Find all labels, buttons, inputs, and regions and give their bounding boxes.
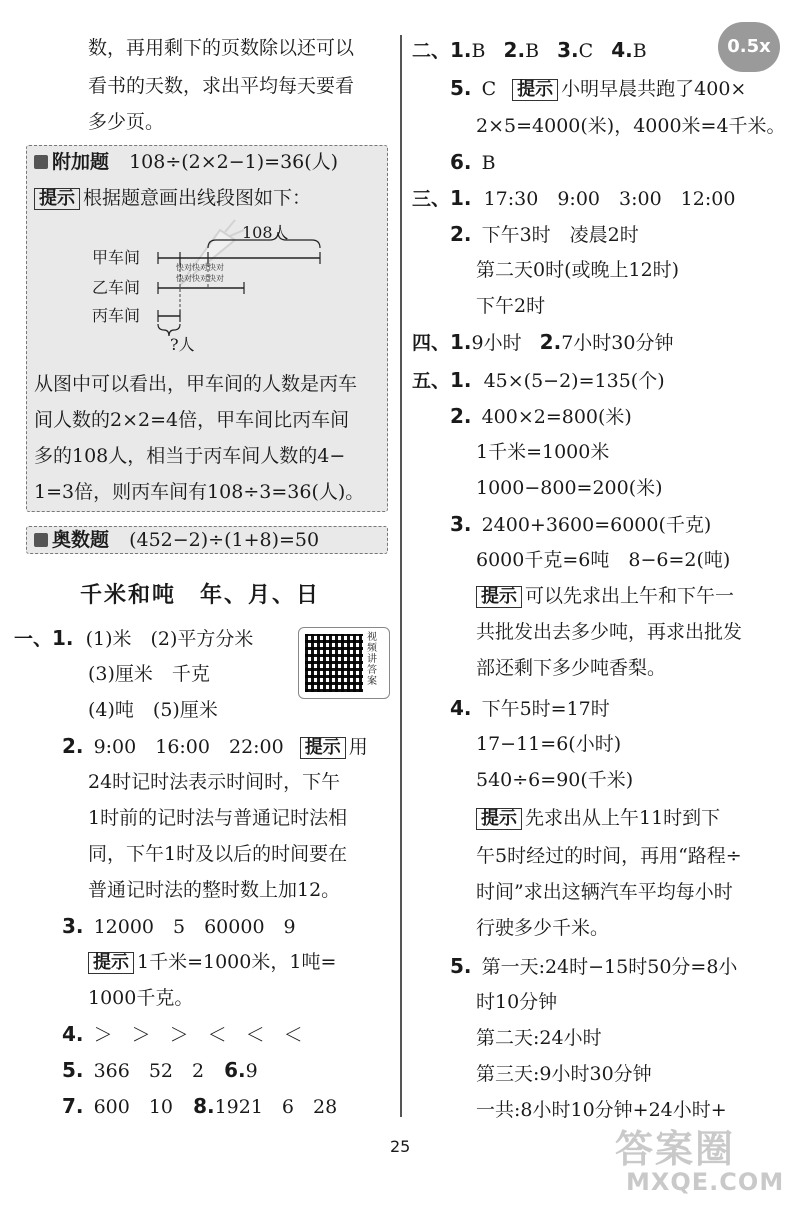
- olympiad-line: [34, 528, 319, 552]
- q-number: 2.: [62, 734, 84, 758]
- q-one-6-text: 9: [245, 1060, 258, 1082]
- page-number: 25: [390, 1137, 411, 1156]
- answer: B: [481, 152, 496, 174]
- section-five-q4-hint-line: [476, 806, 720, 830]
- qr-code-icon: [305, 634, 363, 692]
- q-number: 5.: [62, 1058, 84, 1082]
- section-five-q4-hint-line-2: 午5时经过的时间，再用“路程÷: [476, 845, 742, 867]
- q-number: 5.: [450, 76, 472, 100]
- q-one-3-line-1: [62, 914, 296, 939]
- q-number: 4.: [62, 1022, 84, 1046]
- section-five-q3-line-2: 6000千克=6吨 8−6=2(吨): [476, 549, 731, 571]
- section-five-q5-line-5: 一共:8小时10分钟+24小时+: [476, 1099, 727, 1121]
- q-one-1-line-3: (4)吨 (5)厘米: [88, 699, 218, 721]
- bonus-explain-1: 从图中可以看出，甲车间的人数是丙车: [34, 373, 358, 395]
- section-five-q3-hint-text: 可以先求出上午和下午一: [525, 585, 735, 607]
- q-number: 1.: [450, 186, 472, 210]
- q-one-1-text-1: (1)米 (2)平方分米: [85, 628, 254, 650]
- q-number: 2.: [503, 38, 526, 62]
- diagram-row-3: 丙车间: [92, 306, 141, 325]
- site-watermark-url: MXQE.COM: [626, 1168, 785, 1196]
- answer: 2400+3600=6000(千克): [481, 514, 712, 536]
- answer: 17:30 9:00 3:00 12:00: [483, 188, 736, 210]
- section-three-prefix: 三、: [412, 188, 451, 210]
- bonus-header: [34, 150, 338, 174]
- section-five-q4-hint-line-3: 时间”求出这辆汽车平均每小时: [476, 881, 733, 903]
- q-one-1-line-2: (3)厘米 千克: [88, 663, 210, 685]
- q-number: 1.: [450, 330, 472, 354]
- hint-tag: 提示: [88, 952, 134, 974]
- q-number: 1.: [450, 368, 472, 392]
- q-one-2-text: 9:00 16:00 22:00: [93, 736, 284, 758]
- diagram-bottom-label: ?人: [170, 335, 195, 354]
- q-one-3-text: 12000 5 60000 9: [93, 916, 296, 938]
- q-number: 1.: [450, 38, 472, 62]
- diagram-row-1: 甲车间: [92, 248, 141, 267]
- diagram-small-text-1: 快对快对快对: [176, 263, 224, 272]
- section-five-q4-line-3: 540÷6=90(千米): [476, 769, 634, 791]
- q-number: 4.: [611, 38, 633, 62]
- answer: C: [578, 40, 594, 62]
- section-title: 千米和吨 年、月、日: [79, 583, 320, 608]
- q-one-2-line-4: 同，下午1时及以后的时间要在: [88, 843, 348, 865]
- diagram-small-text-2: 快对快对快对: [176, 274, 224, 283]
- answer: B: [525, 40, 540, 62]
- section-two-line-1: [412, 38, 647, 63]
- section-three-q2-line-1: [450, 222, 639, 247]
- hint-tag: 提示: [476, 808, 522, 830]
- bonus-label: 附加题: [52, 151, 110, 173]
- diagram-top-label: 108人: [242, 223, 289, 242]
- answer: 下午3时 凌晨2时: [481, 224, 639, 246]
- section-three-q2-line-3: 下午2时: [476, 295, 546, 317]
- bonus-formula: 108÷(2×2−1)=36(人): [129, 151, 339, 173]
- section-two-q6-line: [450, 150, 496, 175]
- q-one-8-text: 1921 6 28: [214, 1096, 338, 1118]
- q-one-4-text: ＞ ＞ ＞ ＜ ＜ ＜: [93, 1024, 303, 1046]
- section-five-q2-line-3: 1000−800=200(米): [476, 477, 663, 499]
- section-three-q2-line-2: 第二天0时(或晚上12时): [476, 259, 680, 281]
- bonus-hint-text: 根据题意画出线段图如下：: [83, 187, 312, 209]
- q-number: 3.: [557, 38, 579, 62]
- q-one-3-line-3: 1000千克。: [88, 987, 194, 1009]
- olympiad-formula: (452−2)÷(1+8)=50: [129, 529, 320, 551]
- segment-diagram: [30, 210, 380, 360]
- q-one-3-hint-text: 1千米=1000米，1吨=: [137, 951, 337, 973]
- section-two-q5-hint-text: 小明早晨共跑了400×: [561, 78, 747, 100]
- q-number: 7.: [62, 1094, 84, 1118]
- section-five-q3-line-1: [450, 512, 711, 537]
- q-number: 4.: [450, 696, 472, 720]
- section-five-q5-line-3: 第二天:24小时: [476, 1027, 602, 1049]
- q-number: 5.: [450, 954, 472, 978]
- q-number: 2.: [539, 330, 562, 354]
- q-one-3-hint-line: [88, 950, 336, 974]
- bonus-explain-2: 间人数的2×2=4倍，甲车间比丙车间: [34, 409, 350, 431]
- section-five-q5-line-2: 时10分钟: [476, 991, 558, 1013]
- section-four-line: [412, 330, 673, 355]
- answer: 7小时30分钟: [561, 332, 674, 354]
- section-five-q5-line-4: 第三天:9小时30分钟: [476, 1063, 652, 1085]
- section-five-q4-line-1: [450, 696, 610, 721]
- section-five-q3-hint-line: [476, 584, 734, 608]
- q-one-5-text: 366 52 2: [93, 1060, 205, 1082]
- section-five-q4-line-2: 17−11=6(小时): [476, 733, 622, 755]
- section-five-q1-line: [412, 368, 665, 393]
- answer: B: [632, 40, 647, 62]
- section-five-q5-line-1: [450, 954, 737, 979]
- bonus-hint-line: [34, 186, 311, 210]
- olympiad-label: 奥数题: [52, 529, 110, 551]
- answer: 45×(5−2)=135(个): [483, 370, 665, 392]
- answer: 400×2=800(米): [481, 406, 632, 428]
- q-one-7-8-line: [62, 1094, 337, 1119]
- section-five-prefix: 五、: [412, 370, 451, 392]
- q-one-2-line-3: 1时前的记时法与普通记时法相: [88, 807, 348, 829]
- section-five-q3-hint-line-3: 部还剩下多少吨香梨。: [476, 657, 667, 679]
- answer: B: [471, 40, 486, 62]
- q-number: 6.: [224, 1058, 246, 1082]
- hint-tag: 提示: [34, 188, 80, 210]
- answer: 第一天:24时−15时50分=8小: [481, 956, 738, 978]
- bonus-explain-3: 多的108人，相当于丙车间人数的4−: [34, 445, 346, 467]
- section-two-q5-line-2: 2×5=4000(米)，4000米=4千米。: [476, 115, 786, 137]
- bonus-explain-4: 1=3倍，则丙车间有108÷3=36(人)。: [34, 481, 365, 503]
- section-two-q5-line-1: [450, 76, 746, 101]
- q-one-1-line-1: [14, 626, 253, 651]
- column-divider: [400, 35, 402, 1117]
- zoom-badge[interactable]: 0.5x: [718, 22, 780, 72]
- qr-side-label: 视频讲答案: [367, 632, 377, 687]
- section-one-prefix: 一、: [14, 628, 53, 650]
- q-number: 8.: [193, 1094, 215, 1118]
- intro-line-2: 看书的天数，求出平均每天要看: [88, 75, 355, 97]
- hint-tag: 提示: [512, 79, 558, 101]
- intro-line-3: 多少页。: [88, 111, 165, 133]
- site-watermark: 答案圈: [615, 1127, 736, 1171]
- q-one-2-line-1: [62, 734, 368, 759]
- q-one-2-hint-tail: 用: [348, 736, 368, 758]
- q-one-7-text: 600 10: [93, 1096, 174, 1118]
- q-number: 2.: [450, 404, 472, 428]
- hint-tag: 提示: [476, 586, 522, 608]
- section-three-line-1: [412, 186, 735, 211]
- q-one-4-line: [62, 1022, 303, 1047]
- hint-tag: 提示: [300, 737, 346, 759]
- answer: 9小时: [471, 332, 522, 354]
- bookmark-icon: [34, 155, 48, 169]
- q-one-2-line-2: 24时记时法表示时间时，下午: [88, 771, 341, 793]
- section-five-q2-line-2: 1千米=1000米: [476, 441, 610, 463]
- answer: C: [481, 78, 497, 100]
- q-number: 3.: [450, 512, 472, 536]
- section-four-prefix: 四、: [412, 332, 451, 354]
- q-number: 3.: [62, 914, 84, 938]
- diagram-row-2: 乙车间: [92, 278, 141, 297]
- section-five-q2-line-1: [450, 404, 632, 429]
- q-one-5-6-line: [62, 1058, 258, 1083]
- section-five-q4-hint-text: 先求出从上午11时到下: [525, 807, 721, 829]
- section-two-prefix: 二、: [412, 40, 451, 62]
- q-number: 2.: [450, 222, 472, 246]
- bookmark-icon: [34, 533, 48, 547]
- video-qr-code[interactable]: [298, 627, 390, 699]
- section-five-q3-hint-line-2: 共批发出去多少吨，再求出批发: [476, 621, 743, 643]
- section-five-q4-hint-line-4: 行驶多少千米。: [476, 917, 610, 939]
- q-number: 6.: [450, 150, 472, 174]
- intro-line-1: 数，再用剩下的页数除以还可以: [88, 37, 355, 59]
- q-number: 1.: [52, 626, 74, 650]
- answer: 下午5时=17时: [481, 698, 610, 720]
- q-one-2-line-5: 普通记时法的整时数上加12。: [88, 879, 341, 901]
